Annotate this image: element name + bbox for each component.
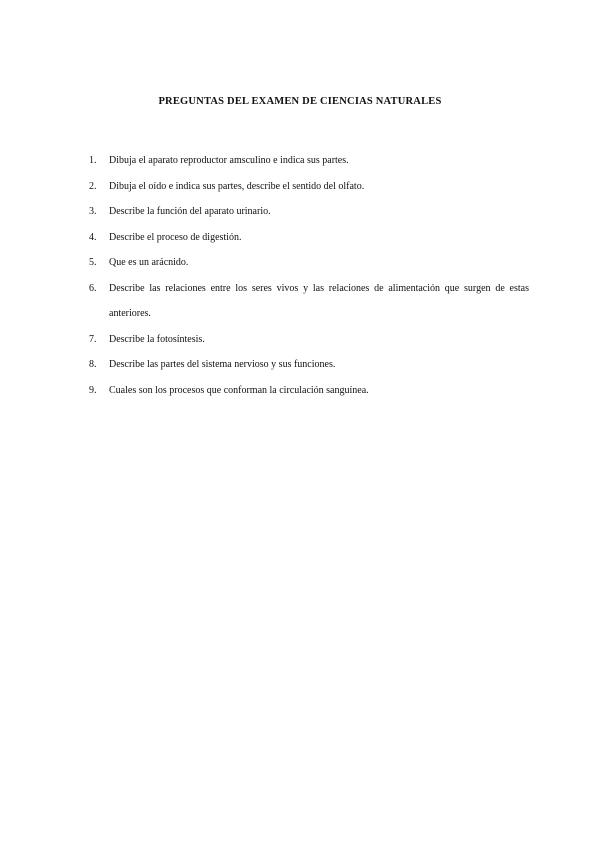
document-title: PREGUNTAS DEL EXAMEN DE CIENCIAS NATURALES — [158, 96, 442, 107]
question-number: 9. — [89, 384, 97, 396]
question-item — [89, 148, 529, 174]
question-item — [89, 250, 529, 276]
question-number: 1. — [89, 155, 97, 166]
question-item — [89, 327, 529, 353]
question-text: Dibuja el oído e indica sus partes, describe el sentido del olfato. — [109, 180, 365, 192]
question-number: 7. — [89, 333, 97, 345]
question-number: 6. — [89, 282, 97, 294]
question-text: Describe la fotosíntesis. — [109, 333, 205, 345]
question-text: Cuales son los procesos que conforman la circulación sanguínea. — [109, 384, 369, 396]
question-text: Describe las partes del sistema nervioso y sus funciones. — [109, 359, 336, 370]
question-text: Que es un arácnido. — [109, 257, 189, 268]
question-number: 8. — [89, 359, 97, 370]
question-number: 3. — [89, 206, 97, 217]
question-number: 4. — [89, 231, 97, 243]
question-text: Describe la función del aparato urinario. — [109, 206, 271, 217]
question-item — [89, 174, 529, 200]
question-item — [89, 276, 529, 327]
question-item — [89, 378, 529, 404]
question-text: Describe las relaciones entre los seres vivos y las relaciones de alimentación que surgen de estas anteriores. — [109, 282, 529, 319]
question-number: 2. — [89, 180, 97, 192]
question-item — [89, 352, 529, 378]
question-item — [89, 199, 529, 225]
question-number: 5. — [89, 257, 97, 268]
question-text: Dibuja el aparato reproductor amsculino e indica sus partes. — [109, 155, 349, 166]
question-list — [89, 148, 529, 403]
question-item — [89, 225, 529, 251]
question-text: Describe el proceso de digestión. — [109, 231, 242, 243]
